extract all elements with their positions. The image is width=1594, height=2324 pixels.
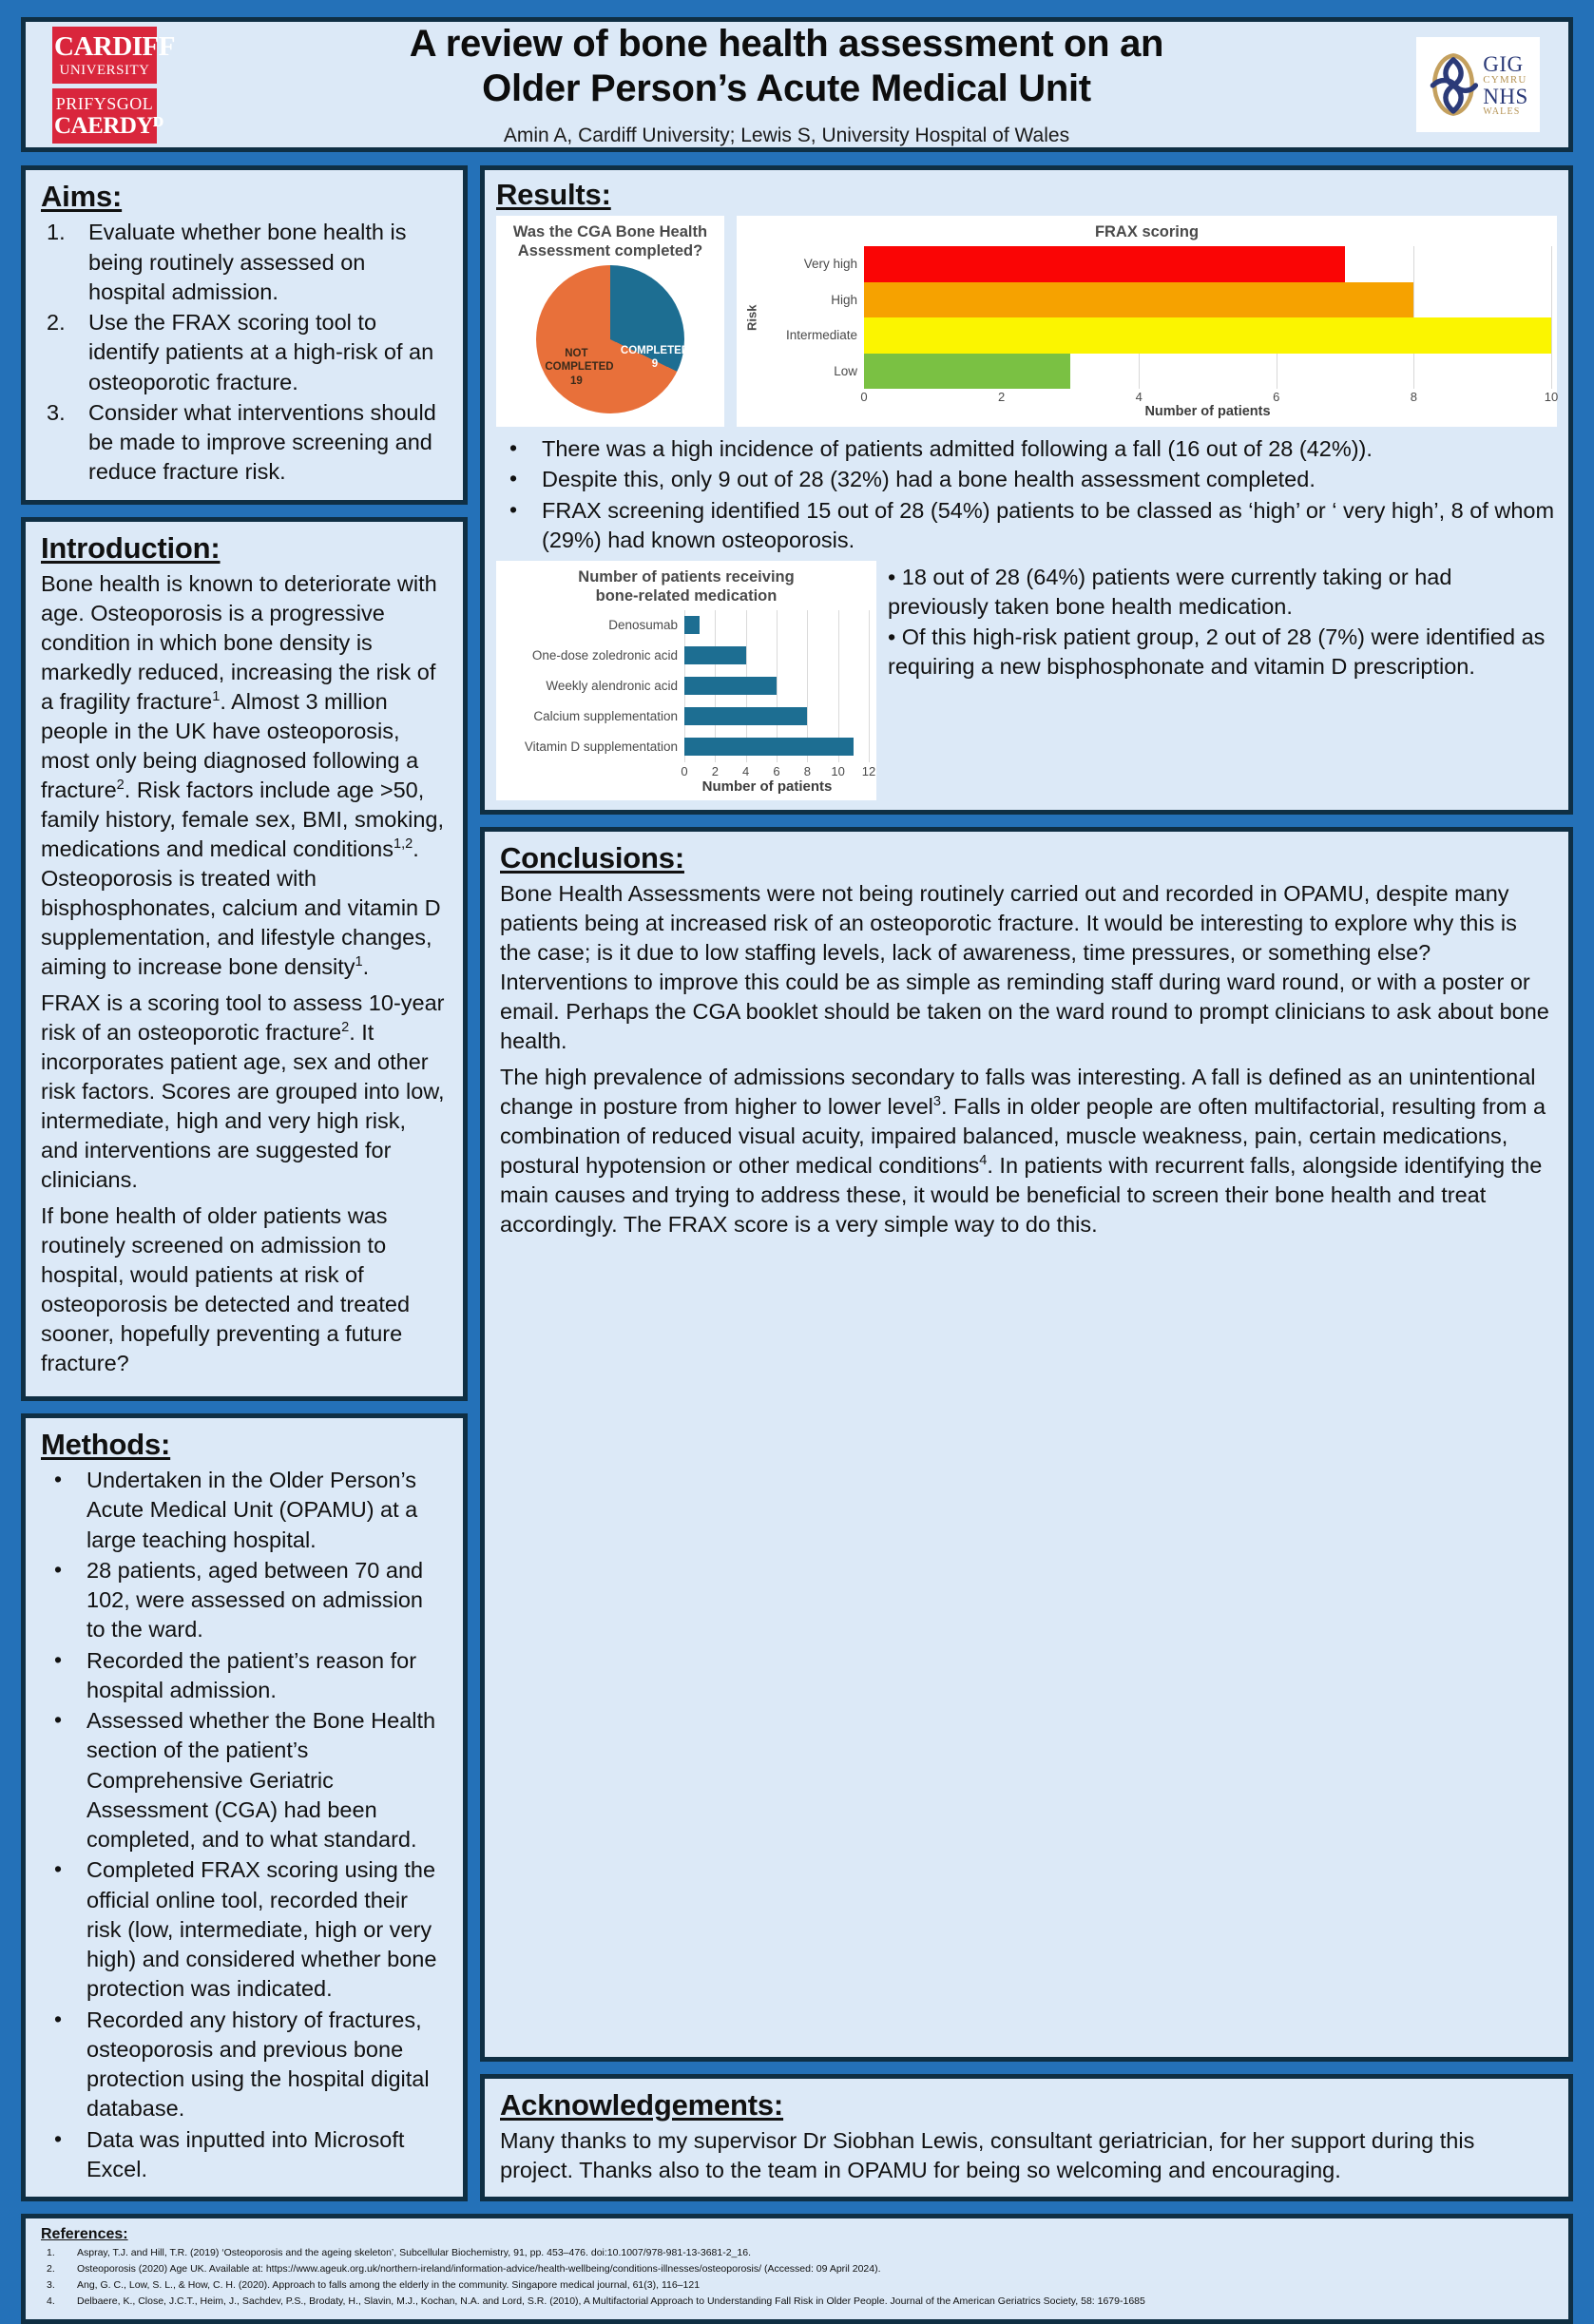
intro-sup2b: 2	[341, 1020, 350, 1036]
intro-p1b: . Almost 3 million people in the UK have osteoporosis, most only being diagnosed following a fracture	[41, 688, 419, 802]
medication-cat-label: Calcium supplementation	[533, 709, 678, 724]
medication-tick: 2	[711, 763, 719, 778]
reference-item: Delbaere, K., Close, J.C.T., Heim, J., Sachdev, P.S., Brodaty, H., Slavin, M.J., Kochan, N.A. and Lord, S.R. (2010), A Multifactorial Approach to Understanding Fall Risk in Older People. Journal of the American Geriatrics Society, 58: 1679-1685	[77, 2295, 1145, 2308]
intro-sup2: 2	[116, 777, 125, 793]
frax-category-labels	[761, 246, 864, 389]
methods-item: • Completed FRAX scoring using the official online tool, recorded their risk (low, intermediate, high or very high) and considered whether bone protection was indicated.	[41, 1855, 448, 2004]
medication-tick: 6	[773, 763, 780, 778]
pie-label-not-completed	[545, 347, 614, 388]
medication-bar-row	[684, 732, 869, 762]
frax-cat-label: Intermediate	[785, 328, 857, 343]
acknowledgements-text: Many thanks to my supervisor Dr Siobhan Lewis, consultant geriatrician, for her support during this project. Thanks also to the team in OPAMU for being so welcoming and encouraging.	[500, 2128, 1475, 2183]
frax-bar-row	[864, 282, 1551, 318]
methods-panel	[21, 1413, 468, 2201]
methods-title: Methods:	[41, 1428, 171, 1462]
methods-item: • Recorded any history of fractures, osteoporosis and previous bone protection using the hospital digital database.	[41, 2006, 448, 2124]
medication-tick: 12	[861, 763, 876, 778]
conclusions-paragraph-2	[500, 1063, 1553, 1239]
cga-completion-pie-chart	[496, 216, 724, 427]
medication-tick: 4	[742, 763, 750, 778]
medication-cat-label: One-dose zoledronic acid	[531, 648, 678, 663]
results-bullet: • There was a high incidence of patients admitted following a fall (16 out of 28 (42%)).	[496, 434, 1557, 464]
medication-bar-row	[684, 610, 869, 641]
introduction-title: Introduction:	[41, 530, 221, 565]
medication-bar-row	[684, 641, 869, 671]
pie-chart-title: Was the CGA Bone Health Assessment completed?	[512, 223, 708, 260]
frax-cat-label: High	[831, 292, 857, 307]
frax-tick: 0	[860, 390, 868, 405]
references-list	[41, 2245, 1553, 2310]
cardiff-logo-line1: CARDIFF	[54, 30, 175, 62]
poster-title-line2: Older Person’s Acute Medical Unit	[482, 67, 1091, 110]
poster-body	[21, 165, 1573, 2201]
frax-x-axis-ticks	[860, 389, 1559, 405]
frax-tick: 8	[1410, 390, 1418, 405]
concl-sup3: 3	[932, 1094, 941, 1110]
methods-item: • Undertaken in the Older Person’s Acute Medical Unit (OPAMU) at a large teaching hospital.	[41, 1466, 448, 1555]
pie-label-not-completed-value: 19	[569, 375, 583, 387]
pie-label-completed-name: COMPLETED	[620, 344, 690, 356]
frax-scoring-bar-chart	[737, 216, 1557, 427]
results-side-note-1: • 18 out of 28 (64%) patients were currently taking or had previously taken bone health medication.	[888, 565, 1452, 620]
frax-bar-low	[864, 354, 1070, 390]
medication-tick: 8	[803, 763, 811, 778]
cardiff-welsh-logo	[52, 88, 163, 144]
intro-p1d: . Osteoporosis is treated with bisphosphonates, calcium and vitamin D supplementation, and lifestyle changes, aiming to increase bone density	[41, 835, 441, 979]
nhs-logo-cymru: CYMRU	[1483, 73, 1527, 86]
medication-bar-alendronic	[684, 677, 777, 695]
introduction-paragraph-3: If bone health of older patients was routinely screened on admission to hospital, would patients at risk of osteoporosis be detected and treated sooner, hopefully preventing a future fracture?	[41, 1202, 411, 1376]
intro-p1a: Bone health is known to deteriorate with age. Osteoporosis is a progressive condition in which bone density is markedly reduced, increasing the risk of a fragility fracture	[41, 570, 437, 714]
intro-sup1b: 1	[355, 954, 363, 970]
medication-tick: 0	[681, 763, 688, 778]
conclusions-paragraph-1: Bone Health Assessments were not being routinely carried out and recorded in OPAMU, despite many patients being at increased risk of an osteoporotic fracture. It would be interesting to explore why this is the case; is it due to low staffing levels, lack of awareness, time pressures, or something else? Interventions to improve this could be as simple as reminding staff during ward round, or with a poster or email. Perhaps the CGA booklet should be taken on the ward round to prompt clinicians to ask about bone health.	[500, 880, 1549, 1053]
medication-bar-zoledronic	[684, 646, 746, 664]
acknowledgements-panel	[480, 2074, 1573, 2201]
intro-sup1: 1	[212, 688, 221, 704]
frax-plot-area	[742, 246, 1551, 389]
medication-plot-area	[504, 610, 869, 762]
methods-item: • Assessed whether the Bone Health section of the patient’s Comprehensive Geriatric Assessment (CGA) had been completed, and to what standard.	[41, 1706, 448, 1854]
results-bullet: • Despite this, only 9 out of 28 (32%) had a bone health assessment completed.	[496, 465, 1557, 494]
medication-tick: 10	[831, 763, 845, 778]
frax-tick: 10	[1544, 390, 1559, 405]
results-charts-row	[496, 216, 1557, 427]
references-panel	[21, 2214, 1573, 2324]
introduction-paragraph-2	[41, 989, 448, 1195]
cardiff-logo-line4: CAERDYᴰ	[54, 112, 163, 139]
right-column	[480, 165, 1573, 2201]
frax-cat-label: Very high	[803, 257, 857, 272]
frax-cat-label: Low	[834, 363, 857, 378]
conclusions-title: Conclusions:	[500, 840, 684, 874]
medication-block	[496, 561, 1557, 800]
aims-item: Use the FRAX scoring tool to identify patients at a high-risk of an osteoporotic fracture.	[88, 310, 434, 394]
concl-sup4: 4	[979, 1153, 988, 1169]
frax-bar-row	[864, 354, 1551, 390]
conclusions-text	[500, 879, 1553, 1239]
methods-item: • Data was inputted into Microsoft Excel.	[41, 2125, 448, 2185]
methods-list	[41, 1466, 448, 2184]
conclusions-panel	[480, 827, 1573, 2062]
poster-title	[168, 22, 1405, 111]
frax-chart-title: FRAX scoring	[1094, 223, 1200, 241]
cardiff-logo-line2: UNIVERSITY	[59, 62, 150, 78]
frax-y-axis-label: Risk	[744, 304, 759, 331]
results-title: Results:	[496, 178, 611, 212]
results-bullet-list	[496, 434, 1557, 555]
frax-tick: 2	[997, 390, 1006, 405]
concl-p2a: The high prevalence of admissions secondary to falls was interesting. A fall is defined as an unintentional change in posture from higher to lower level	[500, 1064, 1536, 1119]
medication-cat-label: Vitamin D supplementation	[524, 739, 678, 755]
nhs-logo-text	[1483, 53, 1528, 117]
medication-x-axis-label: Number of patients	[701, 778, 833, 795]
poster-title-line1: A review of bone health assessment on an	[409, 23, 1164, 65]
frax-x-axis-label: Number of patients	[1144, 404, 1271, 420]
pie-label-completed-value: 9	[651, 358, 659, 371]
methods-item: • 28 patients, aged between 70 and 102, were assessed on admission to the ward.	[41, 1556, 448, 1645]
aims-list	[41, 218, 448, 487]
intro-sup12: 1,2	[394, 835, 413, 852]
intro-p1e: .	[362, 953, 370, 979]
pie-chart-graphic	[536, 265, 690, 413]
introduction-panel	[21, 517, 468, 1401]
cardiff-logo-line3: PRIFYSGOL	[55, 93, 154, 113]
medication-chart-title	[504, 568, 869, 606]
medication-category-labels	[504, 610, 684, 762]
intro-p2b: . It incorporates patient age, sex and other risk factors. Scores are grouped into low, intermediate, high and very high risk, and interventions are suggested for clinicians.	[41, 1019, 445, 1192]
nhs-wales-logo	[1416, 37, 1540, 132]
intro-p2a: FRAX is a scoring tool to assess 10-year risk of an osteoporotic fracture	[41, 989, 445, 1045]
medication-bar-denosumab	[684, 616, 700, 634]
left-column	[21, 165, 468, 2201]
aims-item: Evaluate whether bone health is being routinely assessed on hospital admission.	[88, 220, 407, 304]
introduction-text	[41, 569, 448, 1378]
frax-tick: 6	[1273, 390, 1280, 405]
title-block	[157, 22, 1416, 147]
medication-cat-label: Weekly alendronic acid	[546, 679, 678, 694]
intro-p1c: . Risk factors include age >50, family history, female sex, BMI, smoking, medications and medical conditions	[41, 777, 444, 861]
medication-bars	[684, 610, 869, 762]
nhs-logo-gig: GIG	[1483, 51, 1524, 76]
frax-bar-very-high	[864, 246, 1345, 282]
concl-p2c: . In patients with recurrent falls, alongside identifying the main causes and trying to address these, it would be beneficial to screen their bone health and treat accordingly. The FRAX score is a very simple way to do this.	[500, 1152, 1543, 1237]
pie-label-not-completed-name: NOT COMPLETED	[545, 347, 614, 374]
poster-authors: Amin A, Cardiff University; Lewis S, University Hospital of Wales	[503, 125, 1070, 147]
medication-bar-row	[684, 701, 869, 732]
acknowledgements-title: Acknowledgements:	[500, 2088, 784, 2122]
methods-item: • Recorded the patient’s reason for hospital admission.	[41, 1646, 448, 1706]
references-title: References:	[41, 2226, 128, 2243]
results-side-note-2: • Of this high-risk patient group, 2 out of 28 (7%) were identified as requiring a new bisphosphonate and vitamin D prescription.	[888, 624, 1546, 679]
nhs-logo-wales: WALES	[1483, 106, 1521, 117]
reference-item: Osteoporosis (2020) Age UK. Available at: https://www.ageuk.org.uk/northern-ireland/information-advice/health-wellbeing/conditions-illnesses/osteoporosis/ (Accessed: 09 April 2024).	[77, 2263, 881, 2276]
medication-cat-label: Denosumab	[608, 618, 678, 633]
medication-x-axis-ticks	[681, 762, 876, 778]
aims-title: Aims:	[41, 180, 123, 214]
results-side-notes	[888, 561, 1557, 800]
aims-panel	[21, 165, 468, 504]
concl-p2b: . Falls in older people are often multifactorial, resulting from a combination of reduced visual acuity, impaired balanced, muscle weakness, pain, certain medications, postural hypotension or other medical conditions	[500, 1093, 1546, 1178]
medication-bar-row	[684, 671, 869, 701]
medication-bar-vitamind	[684, 738, 854, 756]
cardiff-english-logo	[52, 27, 175, 84]
frax-bar-row	[864, 246, 1551, 282]
pie-label-completed	[621, 344, 689, 372]
bone-medication-bar-chart	[496, 561, 876, 800]
nhs-logo-nhs: NHS	[1483, 84, 1528, 108]
nhs-celtic-knot-icon	[1428, 48, 1479, 122]
introduction-paragraph-1	[41, 569, 448, 982]
frax-tick: 4	[1135, 390, 1143, 405]
results-bullet: • FRAX screening identified 15 out of 28 (54%) patients to be classed as ‘high’ or ‘ very high’, 8 of whom (29%) had known osteoporosis.	[496, 496, 1557, 556]
frax-bars	[864, 246, 1551, 389]
reference-item: Ang, G. C., Low, S. L., & How, C. H. (2020). Approach to falls among the elderly in the community. Singapore medical journal, 61(3), 116–121	[77, 2279, 701, 2292]
medication-bar-calcium	[684, 707, 807, 725]
pie-slices	[536, 265, 684, 413]
cardiff-university-logo	[52, 27, 175, 144]
results-panel	[480, 165, 1573, 814]
aims-item: Consider what interventions should be made to improve screening and reduce fracture risk.	[88, 399, 436, 485]
frax-bar-intermediate	[864, 317, 1551, 354]
frax-bar-high	[864, 282, 1413, 318]
frax-bar-row	[864, 317, 1551, 354]
poster-header	[21, 17, 1573, 152]
reference-item: Aspray, T.J. and Hill, T.R. (2019) ‘Osteoporosis and the ageing skeleton’, Subcellular Biochemistry, 91, pp. 453–476. doi:10.1007/978-981-13-3681-2_16.	[77, 2247, 751, 2259]
medication-chart-title-line1: Number of patients receiving	[578, 568, 795, 586]
medication-chart-title-line2: bone-related medication	[595, 586, 778, 605]
